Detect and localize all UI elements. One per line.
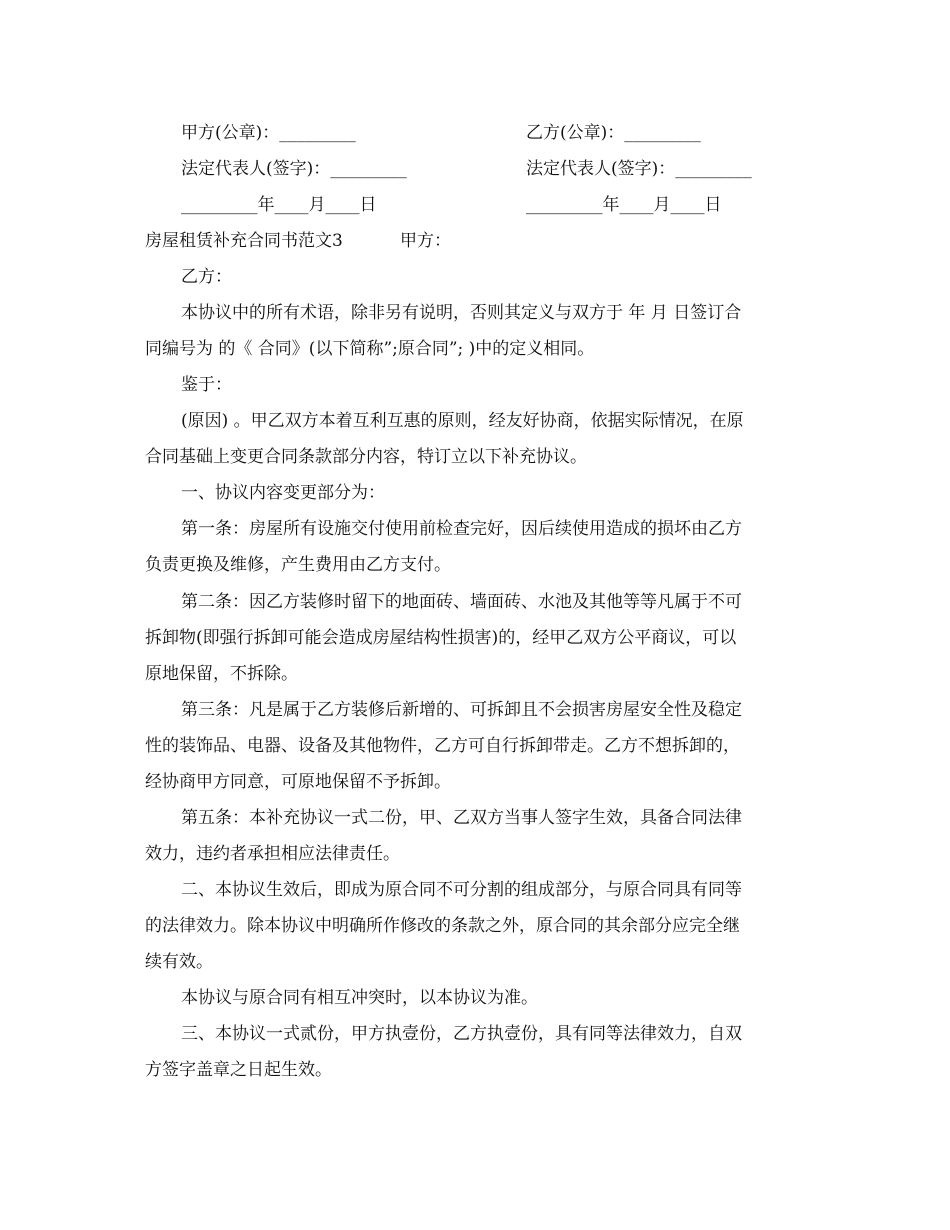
- party-a-representative-field: 法定代表人(签字)：_________: [181, 159, 407, 179]
- paragraph-text: 续有效。: [145, 952, 213, 972]
- paragraph-text: 二、本协议生效后，即成为原合同不可分割的组成部分，与原合同具有同等: [181, 880, 742, 900]
- party-a-seal-field: 甲方(公章)：_________: [181, 123, 356, 143]
- paragraph-text: 负责更换及维修，产生费用由乙方支付。: [145, 555, 451, 575]
- party-b-seal-field: 乙方(公章)：_________: [526, 123, 701, 143]
- heading-text: 一、协议内容变更部分为：: [181, 483, 385, 503]
- party-a-date-field: _________年____月____日: [181, 195, 377, 215]
- party-b-label: 乙方：: [181, 267, 232, 287]
- paragraph-text: 性的装饰品、电器、设备及其他物件，乙方可自行拆卸带走。乙方不想拆卸的，: [145, 736, 740, 756]
- paragraph-text: 原地保留，不拆除。: [145, 664, 298, 684]
- paragraph-text: 三、本协议一式贰份，甲方执壹份，乙方执壹份，具有同等法律效力，自双: [181, 1024, 742, 1044]
- paragraph-text: 合同基础上变更合同条款部分内容，特订立以下补充协议。: [145, 447, 587, 467]
- paragraph-text: 效力，违约者承担相应法律责任。: [145, 844, 400, 864]
- paragraph-text: 第二条：因乙方装修时留下的地面砖、墙面砖、水池及其他等等凡属于不可: [181, 592, 742, 612]
- paragraph-text: 方签字盖章之日起生效。: [145, 1060, 332, 1080]
- paragraph-text: 经协商甲方同意，可原地保留不予拆卸。: [145, 772, 451, 792]
- document-title: 房屋租赁补充合同书范文3: [145, 231, 343, 251]
- paragraph-text: (原因) 。甲乙双方本着互利互惠的原则，经友好协商，依据实际情况，在原: [181, 411, 744, 431]
- paragraph-text: 同编号为 的《 合同》(以下简称”;原合同”; )中的定义相同。: [145, 339, 595, 359]
- paragraph-text: 本协议与原合同有相互冲突时，以本协议为准。: [181, 988, 538, 1008]
- heading-text: 鉴于：: [181, 375, 232, 395]
- paragraph-text: 第五条：本补充协议一式二份，甲、乙双方当事人签字生效，具备合同法律: [181, 808, 742, 828]
- paragraph-text: 第三条：凡是属于乙方装修后新增的、可拆卸且不会损害房屋安全性及稳定: [181, 700, 742, 720]
- paragraph-text: 第一条：房屋所有设施交付使用前检查完好，因后续使用造成的损坏由乙方: [181, 519, 742, 539]
- paragraph-text: 本协议中的所有术语，除非另有说明，否则其定义与双方于 年 月 日签订合: [181, 303, 742, 323]
- party-b-date-field: _________年____月____日: [526, 195, 722, 215]
- paragraph-text: 的法律效力。除本协议中明确所作修改的条款之外，原合同的其余部分应完全继: [145, 916, 740, 936]
- paragraph-text: 拆卸物(即强行拆卸可能会造成房屋结构性损害)的，经甲乙双方公平商议，可以: [145, 628, 737, 648]
- party-b-representative-field: 法定代表人(签字)：_________: [526, 159, 752, 179]
- party-a-label: 甲方：: [400, 231, 451, 251]
